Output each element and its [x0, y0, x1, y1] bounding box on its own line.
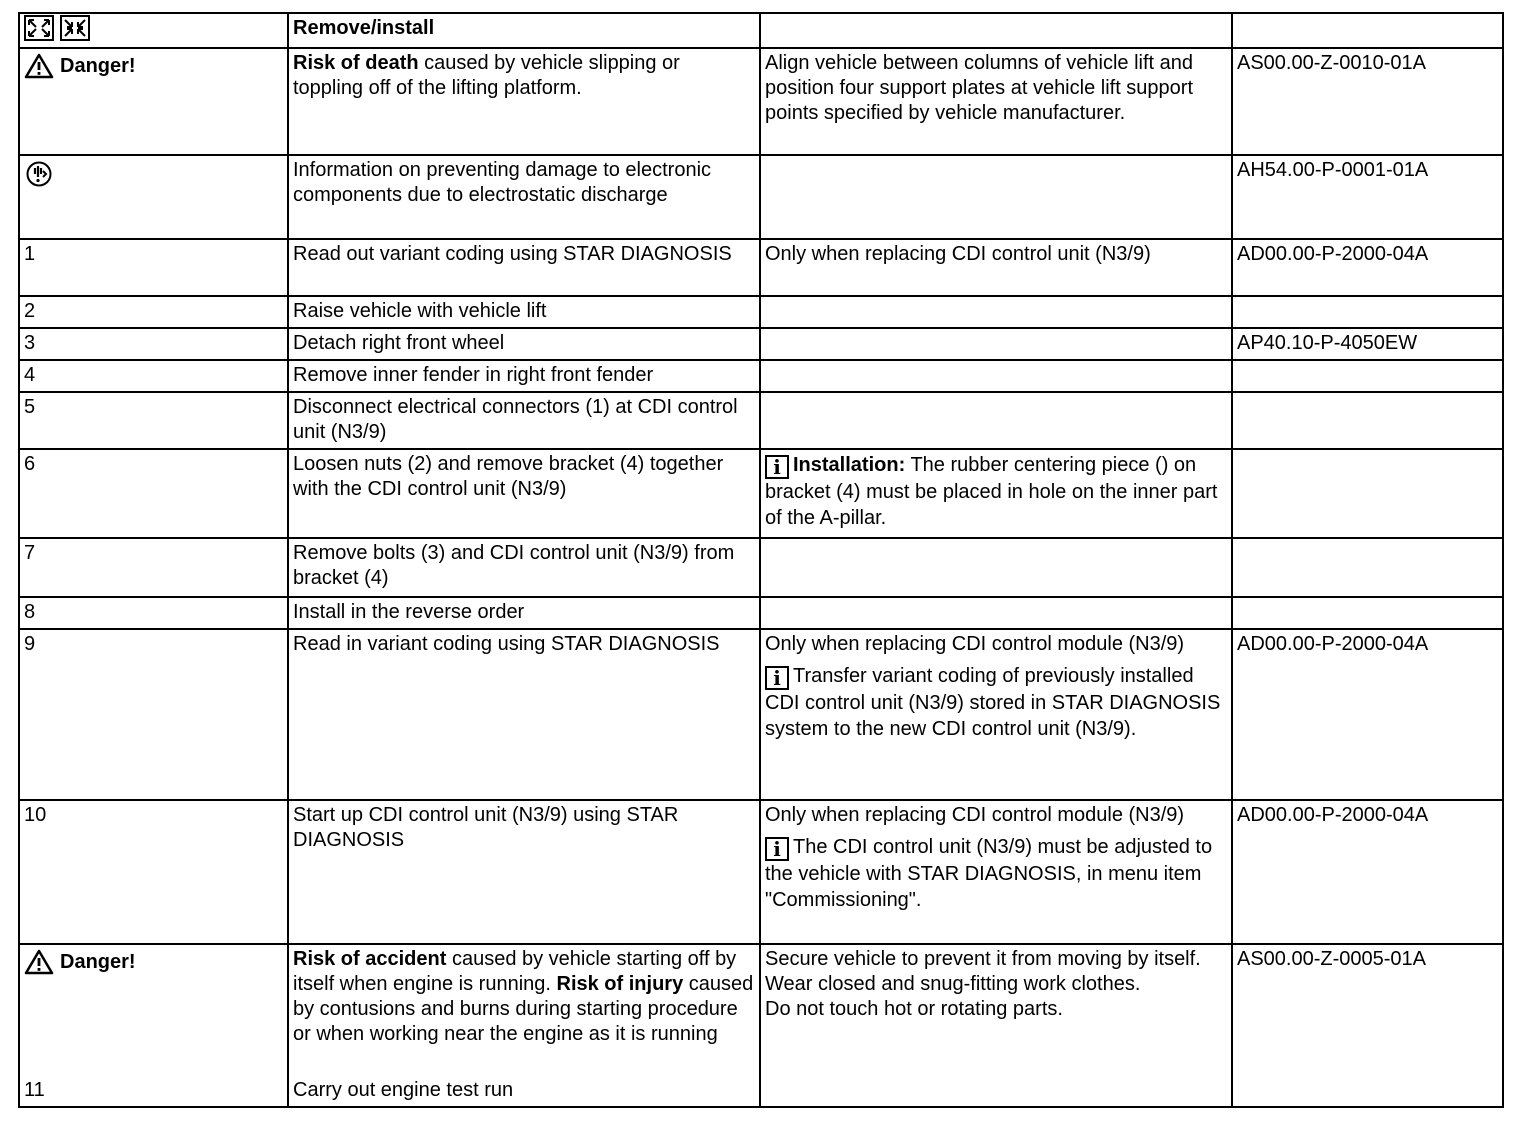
step-note	[760, 360, 1232, 392]
document-reference-link[interactable]: AS00.00-Z-0005-01A	[1232, 944, 1503, 1107]
installation-text: The rubber centering piece () on bracket (4) must be placed in hole on the inner part of the A-pillar.	[765, 454, 1218, 529]
document-reference-cell	[1232, 360, 1503, 392]
step-description: Read out variant coding using STAR DIAGNOSIS	[288, 239, 760, 296]
table-row	[19, 449, 1503, 538]
danger-label: Danger!	[60, 54, 136, 77]
table-row	[19, 629, 1503, 800]
step-note	[760, 538, 1232, 597]
warning-triangle-icon	[24, 53, 54, 79]
step-note: Only when replacing CDI control unit (N3/9)	[760, 239, 1232, 296]
step-note	[760, 449, 1232, 538]
expand-icon[interactable]	[24, 15, 54, 41]
step-number: 2	[19, 296, 288, 328]
esd-cell	[19, 155, 288, 239]
info-note	[765, 834, 1227, 913]
table-row	[19, 360, 1503, 392]
table-row	[19, 597, 1503, 629]
step-number: 5	[19, 392, 288, 449]
step-note: Align vehicle between columns of vehicle lift and position four support plates at vehicle lift support points specified by vehicle manufacturer.	[760, 48, 1232, 155]
table-row	[19, 944, 1503, 1107]
step-description: Disconnect electrical connectors (1) at CDI control unit (N3/9)	[288, 392, 760, 449]
info-note-text: Transfer variant coding of previously installed CDI control unit (N3/9) stored in STAR DIAGNOSIS system to the new CDI control unit (N3/9).	[765, 665, 1221, 740]
step-description: Detach right front wheel	[288, 328, 760, 360]
step-note	[760, 944, 1232, 1107]
risk-text: caused by vehicle starting off by itself when engine is running.	[293, 948, 737, 995]
table-row	[19, 392, 1503, 449]
step-number: 1	[19, 239, 288, 296]
info-note-text: The CDI control unit (N3/9) must be adjusted to the vehicle with STAR DIAGNOSIS, in menu item "Commissioning".	[765, 836, 1213, 911]
table-row	[19, 239, 1503, 296]
condition-text: Only when replacing CDI control module (N3/9)	[765, 633, 1185, 655]
document-reference-link[interactable]: AS00.00-Z-0010-01A	[1232, 48, 1503, 155]
table-header-row	[19, 13, 1503, 48]
step-number: 7	[19, 538, 288, 597]
document-reference-link[interactable]: AD00.00-P-2000-04A	[1232, 629, 1503, 800]
step-number: 3	[19, 328, 288, 360]
document-reference-cell	[1232, 538, 1503, 597]
step-note	[760, 328, 1232, 360]
document-reference-link[interactable]: AD00.00-P-2000-04A	[1232, 239, 1503, 296]
table-row	[19, 800, 1503, 944]
document-reference-link[interactable]: AD00.00-P-2000-04A	[1232, 800, 1503, 944]
step-number: 4	[19, 360, 288, 392]
risk-label: Risk of injury	[556, 973, 684, 995]
risk-label: Risk of death	[293, 52, 419, 74]
danger-cell	[19, 48, 288, 155]
header-icons-cell	[19, 13, 288, 48]
collapse-icon[interactable]	[60, 15, 90, 41]
step-description	[288, 944, 760, 1107]
esd-icon	[24, 160, 54, 188]
table-row	[19, 328, 1503, 360]
document-reference-link[interactable]: AH54.00-P-0001-01A	[1232, 155, 1503, 239]
step-description: Loosen nuts (2) and remove bracket (4) together with the CDI control unit (N3/9)	[288, 449, 760, 538]
step-note	[760, 392, 1232, 449]
step-description: Raise vehicle with vehicle lift	[288, 296, 760, 328]
document-reference-cell	[1232, 392, 1503, 449]
condition-text: Only when replacing CDI control module (N3/9)	[765, 804, 1185, 826]
risk-text: caused by vehicle slipping or toppling off of the lifting platform.	[293, 52, 680, 99]
step-note	[760, 155, 1232, 239]
header-empty-cell	[1232, 13, 1503, 48]
step-number: 11	[24, 1079, 45, 1101]
step-description	[288, 48, 760, 155]
risk-label: Risk of accident	[293, 948, 447, 970]
step-note	[760, 597, 1232, 629]
step-number: 9	[19, 629, 288, 800]
step-note	[760, 629, 1232, 800]
document-reference-link[interactable]: AP40.10-P-4050EW	[1232, 328, 1503, 360]
risk-text: caused by contusions and burns during starting procedure or when working near the engine as it is running	[293, 973, 754, 1045]
warning-triangle-icon	[24, 949, 54, 975]
document-reference-cell	[1232, 597, 1503, 629]
safety-instruction: Secure vehicle to prevent it from moving by itself.	[765, 948, 1201, 970]
step-description-text: Carry out engine test run	[293, 1079, 514, 1101]
step-note	[760, 296, 1232, 328]
info-icon: i	[765, 666, 789, 690]
table-row	[19, 538, 1503, 597]
step-description: Install in the reverse order	[288, 597, 760, 629]
info-icon: i	[765, 455, 789, 479]
step-number: 8	[19, 597, 288, 629]
table-row	[19, 155, 1503, 239]
header-empty-cell	[760, 13, 1232, 48]
document-reference-cell	[1232, 449, 1503, 538]
step-description: Information on preventing damage to electronic components due to electrostatic discharge	[288, 155, 760, 239]
danger-cell	[19, 944, 288, 1107]
step-note	[760, 800, 1232, 944]
step-number: 10	[19, 800, 288, 944]
info-icon: i	[765, 837, 789, 861]
header-title: Remove/install	[288, 13, 760, 48]
installation-label: Installation:	[793, 454, 906, 476]
step-description: Remove bolts (3) and CDI control unit (N3/9) from bracket (4)	[288, 538, 760, 597]
step-description: Start up CDI control unit (N3/9) using STAR DIAGNOSIS	[288, 800, 760, 944]
safety-instruction: Do not touch hot or rotating parts.	[765, 998, 1063, 1020]
danger-label: Danger!	[60, 950, 136, 973]
document-reference-cell	[1232, 296, 1503, 328]
table-row	[19, 48, 1503, 155]
safety-instruction: Wear closed and snug-fitting work clothes.	[765, 973, 1141, 995]
step-number: 6	[19, 449, 288, 538]
table-row	[19, 296, 1503, 328]
step-description: Read in variant coding using STAR DIAGNOSIS	[288, 629, 760, 800]
step-description: Remove inner fender in right front fender	[288, 360, 760, 392]
info-note	[765, 663, 1227, 742]
procedure-table	[18, 12, 1504, 1108]
